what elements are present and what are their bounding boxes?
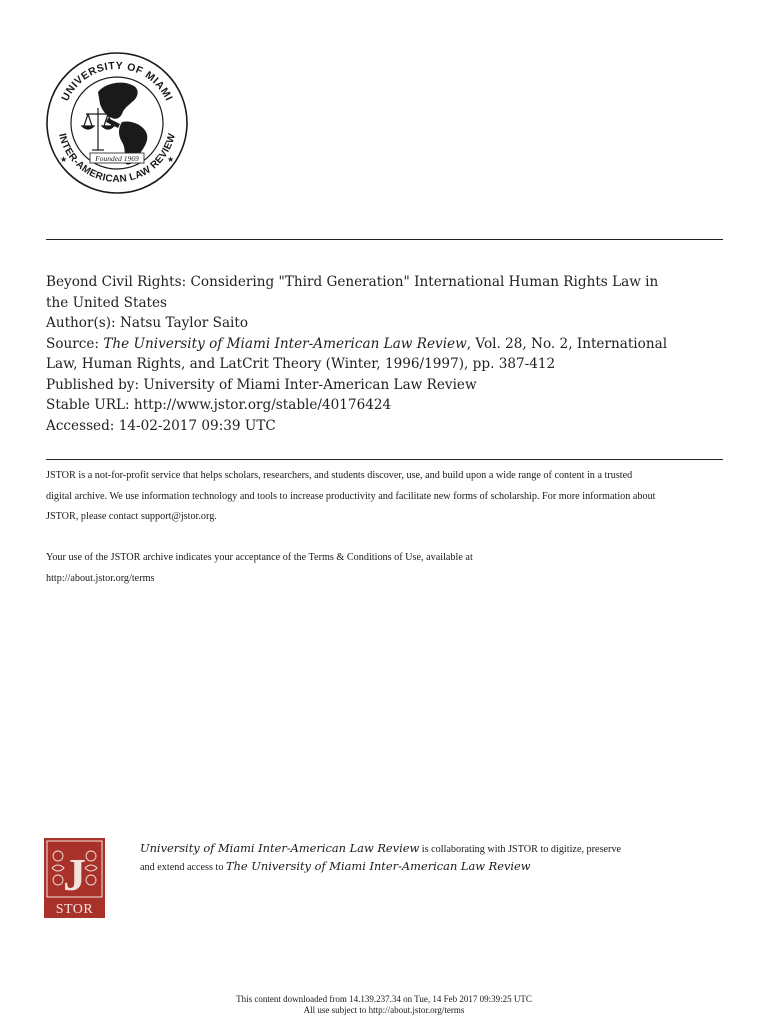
notice-line3: JSTOR, please contact support@jstor.org. — [46, 511, 217, 522]
notice-line1: JSTOR is a not-for-profit service that helps scholars, researchers, and students discover, use, and build upon a wide range of content in a trusted — [46, 470, 633, 481]
seal-star-right-icon: ★ — [167, 155, 175, 164]
terms-link[interactable]: http://about.jstor.org/terms — [46, 572, 155, 584]
stable-url-line — [46, 395, 726, 416]
jstor-notice — [46, 466, 726, 528]
collab-publisher: University of Miami Inter-American Law Review — [140, 841, 420, 855]
source-label: Source: — [46, 335, 99, 352]
source-line — [46, 334, 726, 355]
jstor-j-glyph: J — [63, 849, 86, 900]
author-label: Author(s): — [46, 315, 116, 331]
footer-line2: All use subject to http://about.jstor.org/terms — [303, 1005, 465, 1015]
seal-bottom-text: INTER-AMERICAN LAW REVIEW — [56, 132, 178, 186]
seal-founded-text: Founded 1969 — [95, 154, 139, 163]
university-seal-logo — [46, 52, 188, 194]
author-name: Natsu Taylor Saito — [119, 315, 249, 331]
seal-top-text: UNIVERSITY OF MIAMI — [59, 59, 175, 104]
notice-line2: digital archive. We use information technology and tools to increase productivity and facilitate new forms of scholarship. For more information about — [46, 490, 656, 502]
publisher-name: University of Miami Inter-American Law Review — [143, 376, 477, 393]
jstor-logo — [44, 838, 105, 918]
article-title-line1: Beyond Civil Rights: Considering "Third Generation" International Human Rights Law in — [46, 274, 659, 290]
scales-of-justice-icon — [82, 108, 114, 150]
jstor-logo-text: STOR — [55, 902, 94, 917]
top-divider — [46, 239, 723, 240]
terms-notice — [46, 548, 726, 589]
collab-journal: The University of Miami Inter-American Law Review — [226, 859, 531, 873]
publisher-line — [46, 375, 726, 396]
collab-line1 — [140, 840, 740, 858]
seal-star-left-icon: ★ — [60, 155, 68, 164]
download-footer — [0, 994, 768, 1016]
middle-divider — [46, 459, 723, 460]
stable-url-label: Stable URL: — [46, 397, 130, 413]
collaboration-statement — [140, 840, 740, 876]
published-label: Published by: — [46, 376, 140, 393]
article-metadata — [46, 272, 726, 436]
author-line — [46, 313, 726, 334]
stable-url-link[interactable]: http://www.jstor.org/stable/40176424 — [133, 397, 392, 413]
accessed-label: Accessed: — [46, 417, 115, 434]
accessed-line — [46, 416, 726, 437]
source-journal: The University of Miami Inter-American Law Review — [103, 335, 467, 352]
source-line2: Law, Human Rights, and LatCrit Theory (Winter, 1996/1997), pp. 387-412 — [46, 356, 556, 372]
collab-line2 — [140, 858, 740, 876]
footer-line1: This content downloaded from 14.139.237.34 on Tue, 14 Feb 2017 09:39:25 UTC — [236, 994, 532, 1004]
article-title-line2: the United States — [46, 294, 168, 311]
collab-line2-text: and extend access to — [140, 862, 226, 873]
collab-line1-text: is collaborating with JSTOR to digitize, preserve — [419, 844, 622, 855]
accessed-date: 14-02-2017 09:39 UTC — [118, 417, 276, 434]
source-details: , Vol. 28, No. 2, International — [466, 335, 668, 352]
terms-line1: Your use of the JSTOR archive indicates your acceptance of the Terms & Conditions of Use, available at — [46, 552, 473, 563]
